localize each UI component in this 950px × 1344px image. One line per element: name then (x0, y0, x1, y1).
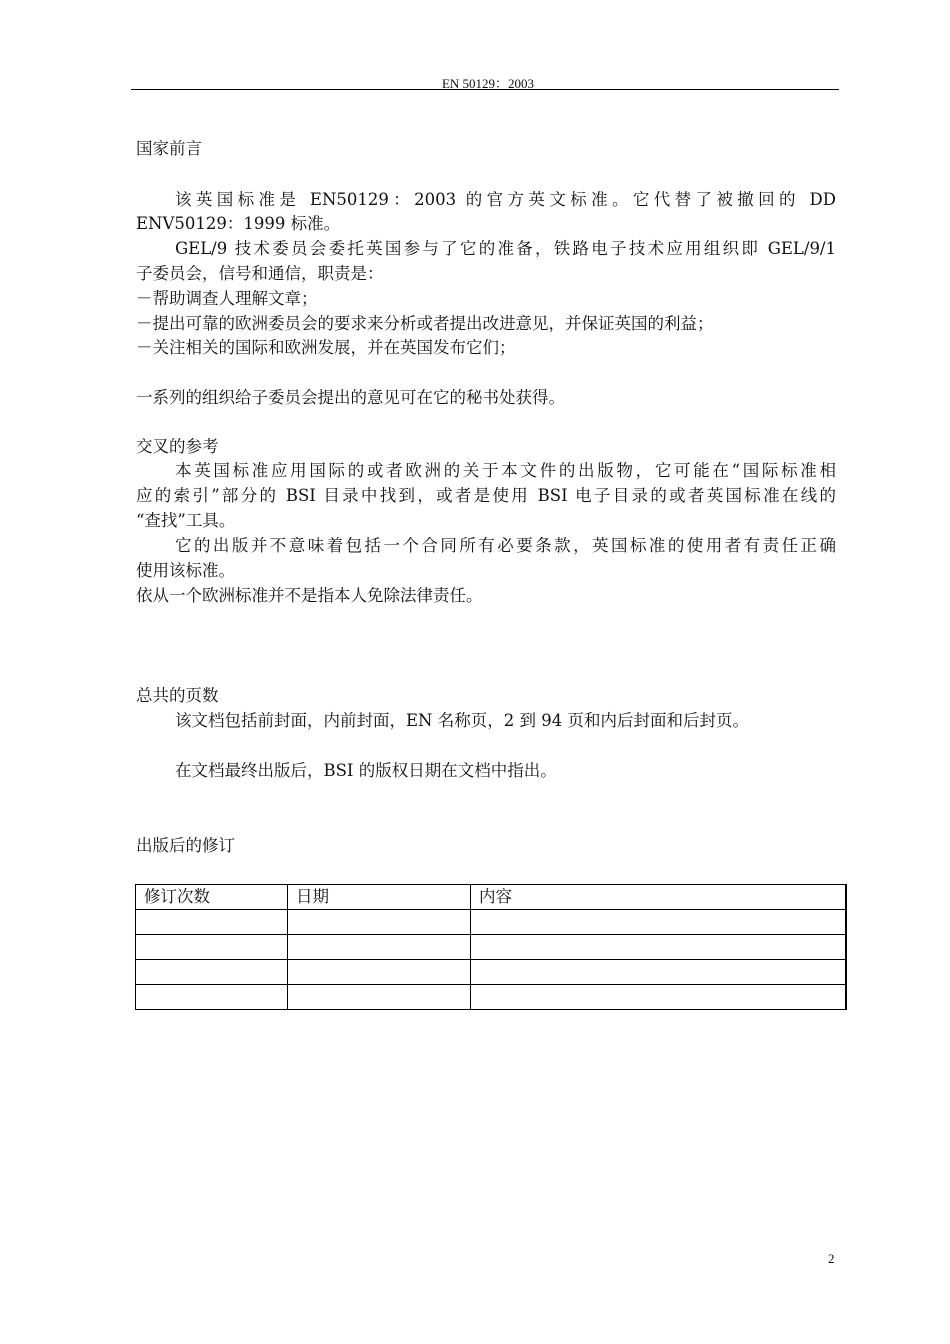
header-date: 日期 (288, 885, 471, 910)
table-row (136, 960, 847, 985)
total-pages-heading: 总共的页数 (136, 686, 219, 705)
cross-reference-paragraph-1-line-1: 本英国标准应用国际的或者欧洲的关于本文件的出版物，它可能在“国际标准相 (175, 461, 836, 480)
table-cell (471, 985, 847, 1010)
table-cell (288, 985, 471, 1010)
amendments-heading: 出版后的修订 (136, 836, 235, 855)
running-header: EN 50129：2003 (441, 76, 535, 91)
table-cell (136, 910, 288, 935)
cross-reference-paragraph-2-line-1: 它的出版并不意味着包括一个合同所有必要条款，英国标准的使用者有责任正确 (175, 536, 836, 555)
table-cell (288, 935, 471, 960)
table-row (136, 985, 847, 1010)
amendments-table (135, 884, 847, 1010)
header-amendment-number: 修订次数 (136, 885, 288, 910)
duty-item-1: －帮助调查人理解文章； (136, 289, 318, 308)
duty-item-3: －关注相关的国际和欧洲发展，并在英国发布它们； (136, 338, 516, 357)
table-cell (288, 960, 471, 985)
preface-paragraph-1-line-2: ENV50129：1999 标准。 (136, 214, 341, 233)
cross-reference-paragraph-1-line-2: 应的索引”部分的 BSI 目录中找到，或者是使用 BSI 电子目录的或者英国标准在线的 (136, 486, 836, 505)
preface-paragraph-2-line-1: GEL/9 技术委员会委托英国参与了它的准备，铁路电子技术应用组织即 GEL/9/1 (175, 239, 836, 258)
cross-reference-heading: 交叉的参考 (136, 437, 219, 456)
table-cell (471, 960, 847, 985)
table-cell (136, 960, 288, 985)
table-cell (136, 935, 288, 960)
header-content: 内容 (471, 885, 847, 910)
table-cell (288, 910, 471, 935)
duty-item-2: －提出可靠的欧洲委员会的要求来分析或者提出改进意见，并保证英国的利益； (136, 314, 714, 333)
table-row (136, 910, 847, 935)
cross-reference-paragraph-2-line-2: 使用该标准。 (136, 561, 235, 580)
preface-heading: 国家前言 (136, 139, 202, 158)
total-pages-paragraph-2: 在文档最终出版后，BSI 的版权日期在文档中指出。 (175, 761, 557, 780)
table-cell (471, 935, 847, 960)
comments-paragraph: 一系列的组织给子委员会提出的意见可在它的秘书处获得。 (136, 388, 565, 407)
table-cell (136, 985, 288, 1010)
preface-paragraph-1-line-1: 该英国标准是 EN50129：2003 的官方英文标准。它代替了被撤回的 DD (175, 190, 836, 209)
preface-paragraph-2-line-2: 子委员会，信号和通信，职责是： (136, 264, 384, 283)
total-pages-paragraph-1: 该文档包括前封面，内前封面，EN 名称页，2 到 94 页和内后封面和后封页。 (175, 711, 749, 730)
cross-reference-paragraph-1-line-3: “查找”工具。 (136, 511, 236, 530)
table-header-row (136, 885, 847, 910)
header-rule (131, 89, 839, 90)
table-row (136, 935, 847, 960)
table-cell (471, 910, 847, 935)
cross-reference-paragraph-3: 依从一个欧洲标准并不是指本人免除法律责任。 (136, 586, 483, 605)
page-number: 2 (828, 1251, 835, 1266)
